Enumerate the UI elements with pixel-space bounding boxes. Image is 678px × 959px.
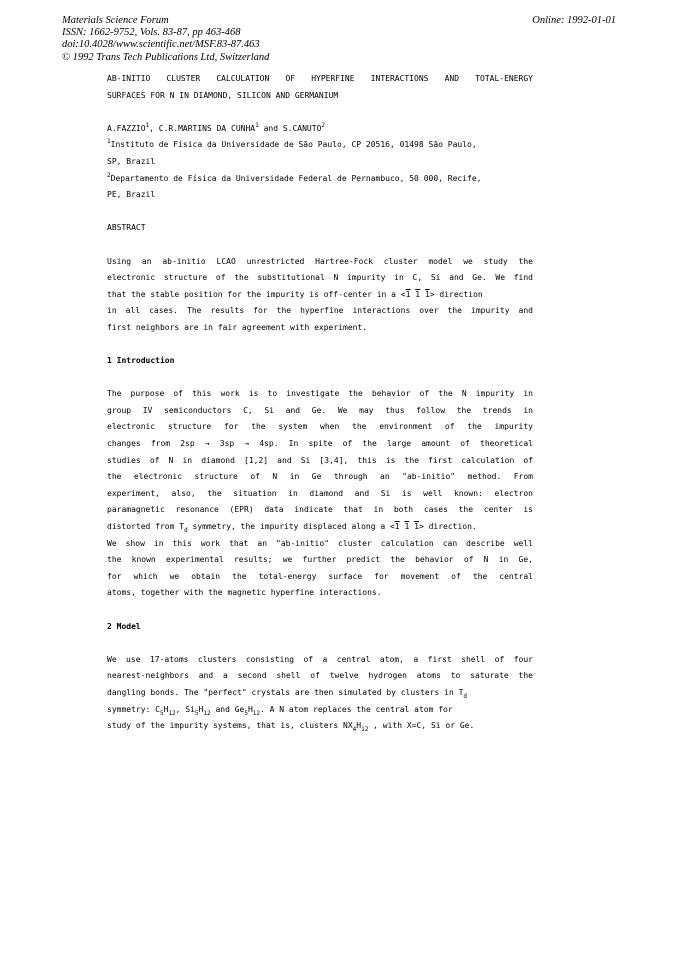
intro-line: group IV semiconductors C, Si and Ge. We may thus follow the trends in [107,405,533,415]
copyright-line: © 1992 Trans Tech Publications Ltd, Switzerland [62,51,270,63]
intro-line: the electronic structure of N in Ge through an "ab-initio" method. From [107,472,533,482]
intro-line: electronic structure for the system when the environment of the impurity [107,422,533,432]
model-line: study of the impurity systems, that is, clusters $NX_4H_{12}$ , with X=C, Si or Ge. [107,721,475,734]
intro-line: for which we obtain the total-energy surface for movement of the central [107,571,533,581]
intro-line: studies of N in diamond [1,2] and Si [3,4], this is the first calculation of [107,455,533,465]
affiliation-1-line-2: SP, Brazil [107,156,156,166]
spacer [107,104,533,121]
affiliation-2-line-1: $^2$Departamento de Física da Universidade Federal de Pernambuco, 50 000, Recife, [107,171,482,183]
model-line: dangling bonds. The "perfect" crystals are then simulated by clusters in $T_d$ [107,687,468,700]
intro-line: changes from 2sp → 3sp → 4sp. In spite of the large amount of theoretical [107,439,533,449]
section-heading-model: 2 Model [107,621,141,631]
author-1-affil: 1 [145,121,150,129]
author-3-affil: 2 [321,121,325,129]
issn-line: ISSN: 1662-9752, Vols. 83-87, pp 463-468 [62,27,241,39]
intro-line: experiment, also, the situation in diamond and Si is well known: electron [107,488,533,498]
abstract-line: electronic structure of the substitutional N impurity in C, Si and Ge. We find [107,273,533,283]
doi-link[interactable]: doi:10.4028/www.scientific.net/MSF.83-87.463 [62,39,260,51]
title-line-2: SURFACES FOR N IN DIAMOND, SILICON AND GERMANIUM [107,90,339,100]
intro-line: atoms, together with the magnetic hyperfine interactions. [107,588,382,598]
intro-line: distorted from $T_d$ symmetry, the impurity displaced along a <1 1 1> direction. [107,522,477,535]
abstract-line: first neighbors are in fair agreement with experiment. [107,322,368,332]
online-date: Online: 1992-01-01 [532,15,616,26]
author-list: A.FAZZIO$^1$, C.R.MARTINS DA CUNHA$^1$ and S.CANUTO$^2$ [107,121,325,133]
author-1: A.FAZZIO [107,123,146,133]
abstract-line: in all cases. The results for the hyperfine interactions over the impurity and [107,306,533,316]
author-2: C.R.MARTINS DA CUNHA [158,123,256,133]
model-line: symmetry: $C_5H_{12}$, $Si_5H_{12}$ and $Ge_5H_{12}$. A N atom replaces the central atom for [107,704,453,717]
intro-line: the known experimental results; we further predict the behavior of N in Ge, [107,555,533,565]
author-2-affil: 1 [255,121,259,129]
intro-line: We show in this work that an "ab-initio" cluster calculation can describe well [107,538,533,548]
journal-name: Materials Science Forum [62,15,169,26]
author-3: S.CANUTO [282,123,322,133]
intro-line: The purpose of this work is to investigate the behavior of the N impurity in [107,389,533,399]
intro-line: paramagnetic resonance (EPR) data indicate that in both cases the center is [107,505,533,515]
affiliation-2-line-2: PE, Brazil [107,190,156,200]
abstract-line: that the stable position for the impurity is off-center in a <1 1 1> direction [107,289,483,299]
article-header-left [62,15,442,64]
article-header-right [532,15,616,27]
abstract-line: Using an ab-initio LCAO unrestricted Hartree-Fock cluster model we study the [107,256,533,266]
affiliation-1-line-1: $^1$Instituto de Física da Universidade de São Paulo, CP 20516, 01498 São Paulo, [107,138,477,150]
model-line: We use 17-atoms clusters consisting of a central atom, a first shell of four [107,654,533,664]
model-line: nearest-neighbors and a second shell of twelve hydrogen atoms to saturate the [107,671,533,681]
paper-body [107,71,533,735]
title-line-1: AB-INITIO CLUSTER CALCULATION OF HYPERFINE INTERACTIONS AND TOTAL-ENERGY [107,74,533,83]
abstract-heading: ABSTRACT [107,223,146,233]
section-heading-introduction: 1 Introduction [107,356,175,366]
